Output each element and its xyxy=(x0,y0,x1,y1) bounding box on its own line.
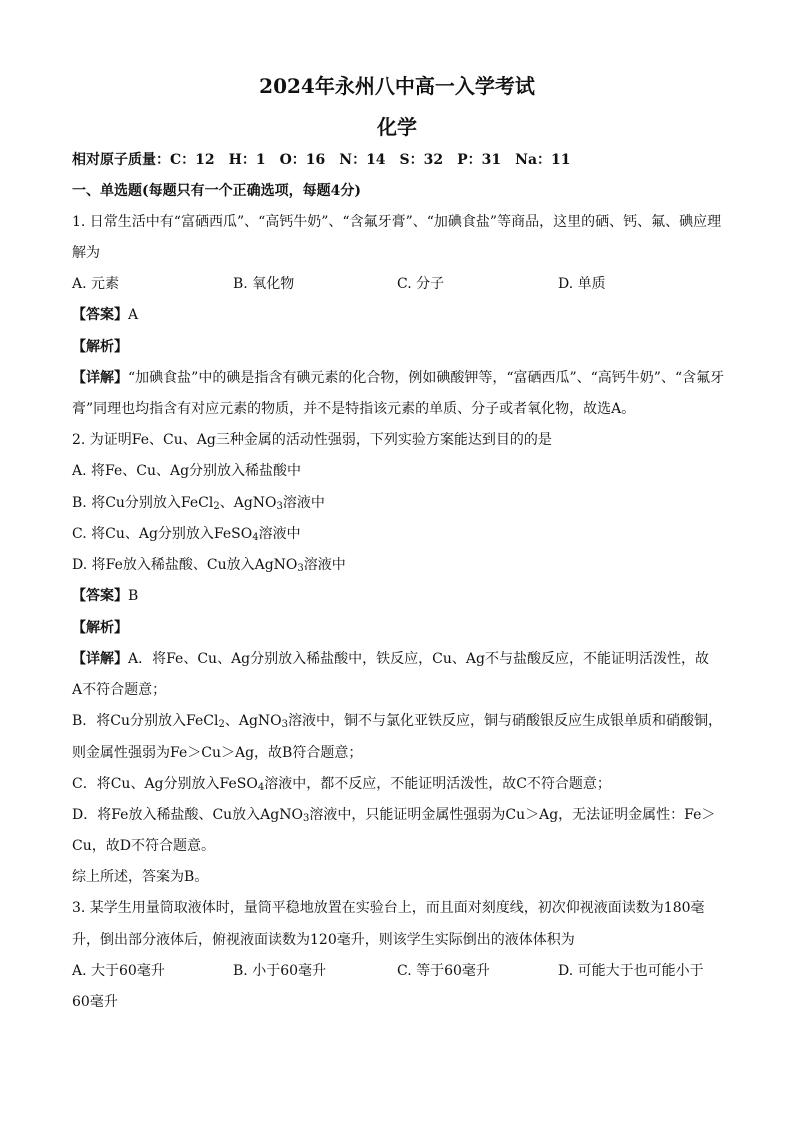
text: C. 将Cu、Ag分别放入FeSO xyxy=(72,526,253,542)
text: 、AgNO xyxy=(224,713,282,729)
q1-detail-line-1 xyxy=(72,368,724,388)
q3-option-d-line-2: 60毫升 xyxy=(72,994,118,1010)
q2-detail-d-line-1 xyxy=(72,805,722,825)
subject-title: 化学 xyxy=(377,115,417,139)
q1-option-d: D. 单质 xyxy=(558,276,606,292)
q3-stem-line-1: 3. 某学生用量筒取液体时，量筒平稳地放置在实验台上，而且面对刻度线，初次仰视液面读数为180毫 xyxy=(72,900,705,916)
q2-summary: 综上所述，答案为B。 xyxy=(72,869,209,885)
subscript: 4 xyxy=(257,782,265,793)
q2-analysis xyxy=(72,618,128,638)
analysis-label: 【解析】 xyxy=(72,620,128,636)
q1-analysis xyxy=(72,337,128,357)
section-heading: 一、单选题(每题只有一个正确选项，每题4分) xyxy=(72,183,361,199)
text: 溶液中 xyxy=(303,557,346,573)
q3-stem-line-2: 升，倒出部分液体后，俯视液面读数为120毫升，则该学生实际倒出的液体体积为 xyxy=(72,932,575,948)
subscript: 4 xyxy=(252,532,259,543)
q1-option-b: B. 氧化物 xyxy=(233,276,295,292)
q2-detail-a-line-2: A不符合题意； xyxy=(72,682,167,698)
q1-option-a: A. 元素 xyxy=(72,276,120,292)
subscript: 2 xyxy=(218,719,225,730)
text: 溶液中 xyxy=(282,495,325,511)
q2-stem: 2. 为证明Fe、Cu、Ag三种金属的活动性强弱，下列实验方案能达到目的的是 xyxy=(72,432,552,448)
subscript: 3 xyxy=(281,719,289,730)
text: 溶液中，铜不与氯化亚铁反应，铜与硝酸银反应生成银单质和硝酸铜， xyxy=(288,713,723,729)
answer-label: 【答案】 xyxy=(72,307,128,323)
q2-detail-a-line-1 xyxy=(72,649,709,669)
text: 溶液中，只能证明金属性强弱为Cu＞Ag，无法证明金属性：Fe＞ xyxy=(309,807,716,823)
subscript: 2 xyxy=(213,501,220,512)
subscript: 3 xyxy=(297,563,304,574)
q3-option-a: A. 大于60毫升 xyxy=(72,963,165,979)
q3-option-b: B. 小于60毫升 xyxy=(233,963,327,979)
q2-answer xyxy=(72,586,138,606)
exam-title: 2024年永州八中高一入学考试 xyxy=(259,74,535,98)
text: 、AgNO xyxy=(219,495,277,511)
subscript: 3 xyxy=(276,501,283,512)
q1-answer xyxy=(72,305,138,325)
q2-option-a: A. 将Fe、Cu、Ag分别放入稀盐酸中 xyxy=(72,463,302,479)
text: 溶液中，都不反应，不能证明活泼性，故C不符合题意； xyxy=(264,776,611,792)
q2-detail-c xyxy=(72,774,722,794)
q1-detail-line-2: 膏”同理也均指含有对应元素的物质，并不是特指该元素的单质、分子或者氧化物，故选A。 xyxy=(72,401,636,417)
detail-text: A．将Fe、Cu、Ag分别放入稀盐酸中，铁反应，Cu、Ag不与盐酸反应，不能证明活泼性，故 xyxy=(128,651,709,667)
answer-value: A xyxy=(128,307,139,323)
q2-detail-b-line-2: 则金属性强弱为Fe＞Cu＞Ag，故B符合题意； xyxy=(72,745,363,761)
detail-text: “加碘食盐”中的碘是指含有碘元素的化合物，例如碘酸钾等，“富硒西瓜”、“高钙牛奶”、“含氟牙 xyxy=(128,370,725,386)
text: C．将Cu、Ag分别放入FeSO xyxy=(72,776,258,792)
answer-label: 【答案】 xyxy=(72,588,128,604)
text: B．将Cu分别放入FeCl xyxy=(72,713,219,729)
q1-option-c: C. 分子 xyxy=(397,276,445,292)
q1-stem-line-2: 解为 xyxy=(72,245,100,261)
answer-value: B xyxy=(128,588,139,604)
detail-label: 【详解】 xyxy=(72,651,128,667)
q3-option-d-line-1: D. 可能大于也可能小于 xyxy=(558,963,704,979)
q2-option-c xyxy=(72,524,722,544)
atomic-mass-line: 相对原子质量：C：12 H：1 O：16 N：14 S：32 P：31 Na：11 xyxy=(72,152,571,168)
text: B. 将Cu分别放入FeCl xyxy=(72,495,214,511)
q2-option-b xyxy=(72,493,722,513)
q1-stem-line-1: 1. 日常生活中有“富硒西瓜”、“高钙牛奶”、“含氟牙膏”、“加碘食盐”等商品，这里的硒、钙、氟、碘应理 xyxy=(72,214,722,230)
text: 溶液中 xyxy=(258,526,301,542)
q2-detail-d-line-2: Cu，故D不符合题意。 xyxy=(72,838,215,854)
q2-detail-b-line-1 xyxy=(72,711,722,731)
text: D. 将Fe放入稀盐酸、Cu放入AgNO xyxy=(72,557,298,573)
text: D．将Fe放入稀盐酸、Cu放入AgNO xyxy=(72,807,303,823)
q3-option-c: C. 等于60毫升 xyxy=(397,963,490,979)
detail-label: 【详解】 xyxy=(72,370,128,386)
analysis-label: 【解析】 xyxy=(72,339,128,355)
subscript: 3 xyxy=(303,813,310,824)
q2-option-d xyxy=(72,555,722,575)
